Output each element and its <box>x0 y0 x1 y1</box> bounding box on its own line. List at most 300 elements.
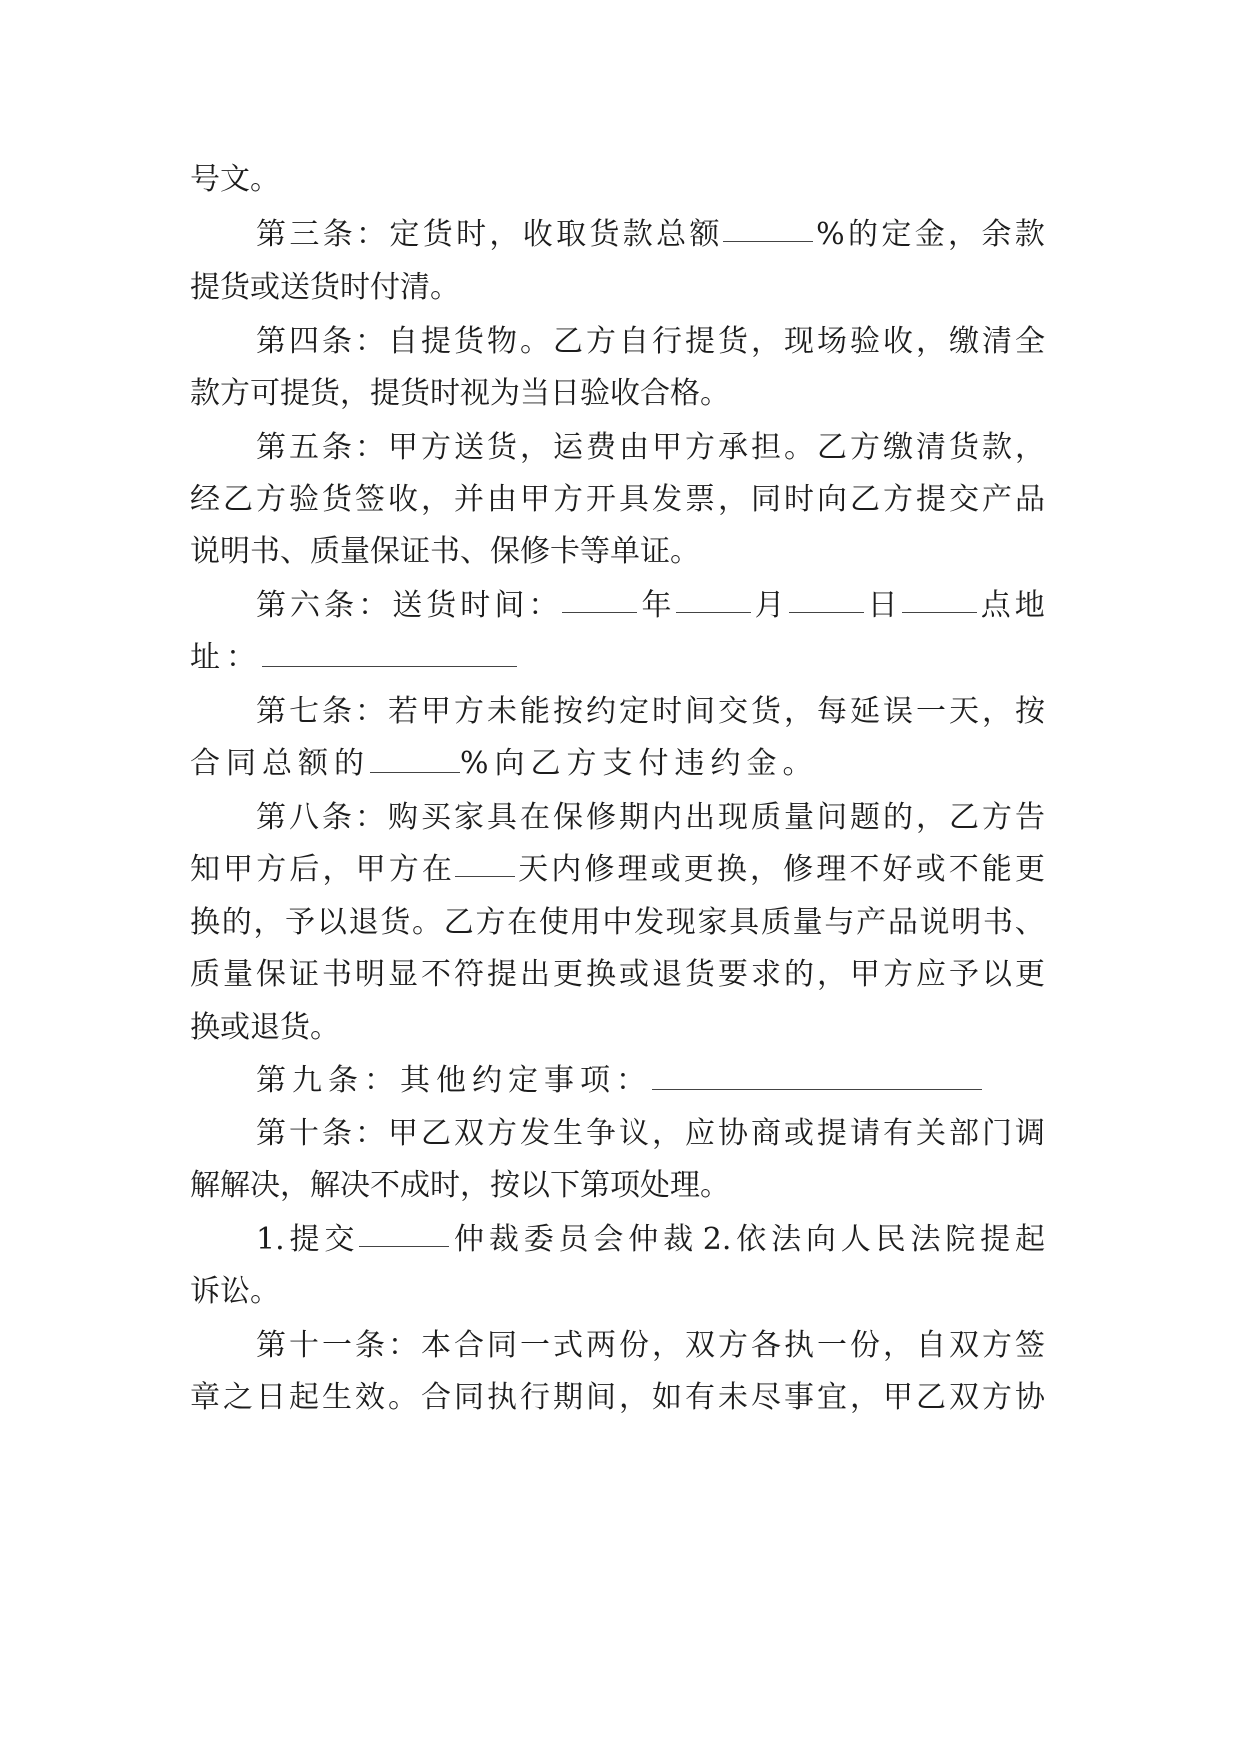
text-char: 定 <box>389 217 420 252</box>
text-char: 场 <box>817 324 847 359</box>
text-char: 发 <box>520 1116 550 1151</box>
text-char: 向 <box>494 746 531 781</box>
text-char: 告 <box>1015 800 1045 835</box>
text-char: 乙 <box>223 482 253 517</box>
text-char: 签 <box>1015 1328 1045 1363</box>
text-char: 甲 <box>355 852 386 887</box>
text-char: 效 <box>355 1380 385 1415</box>
text-char: 具 <box>487 800 517 835</box>
text-char: 、 <box>1014 905 1045 940</box>
text-char: 仲 <box>628 1222 659 1257</box>
text-char: 修 <box>783 852 814 887</box>
text-char: 行 <box>520 1380 550 1415</box>
text-char: 或 <box>619 957 649 992</box>
text-char: 款 <box>982 430 1012 465</box>
text-char: 宜 <box>817 1380 847 1415</box>
text-char: 第 <box>256 694 286 729</box>
text-char: 显 <box>388 957 418 992</box>
text-char: 在 <box>421 852 452 887</box>
text-char: 人 <box>840 1222 871 1257</box>
text-char: 品 <box>887 905 918 940</box>
text-char: 求 <box>751 957 781 992</box>
text-char: 提 <box>289 1222 320 1257</box>
text-char: ， <box>421 482 451 517</box>
text-char: 要 <box>718 957 748 992</box>
blank-field <box>455 850 515 877</box>
text-char: 三 <box>289 217 320 252</box>
text-char: 款 <box>622 217 653 252</box>
text-char: 方 <box>850 430 880 465</box>
text-char: 违 <box>674 746 711 781</box>
text-char: 约 <box>710 746 747 781</box>
text-char: 提 <box>421 324 451 359</box>
text-char: 量 <box>792 905 823 940</box>
text-char: 送 <box>454 430 484 465</box>
text-char: 一 <box>520 1328 550 1363</box>
text-char: 向 <box>817 482 847 517</box>
text-char: ： <box>616 1063 652 1098</box>
text-char: 在 <box>520 800 550 835</box>
text-char: 十 <box>289 1116 319 1151</box>
text-char: 裁 <box>488 1222 519 1257</box>
text-char: ， <box>916 324 946 359</box>
text-char: 知 <box>190 852 220 887</box>
text-char: 提 <box>685 324 715 359</box>
text-char: 行 <box>652 324 682 359</box>
blank-field <box>676 586 751 613</box>
text-char: 九 <box>292 1063 328 1098</box>
text-char: 自 <box>916 1328 946 1363</box>
text-char: 四 <box>289 324 319 359</box>
text-char: ， <box>1015 430 1045 465</box>
text-char: 予 <box>285 905 316 940</box>
text-char: 理 <box>816 852 847 887</box>
text-char: 方 <box>421 430 451 465</box>
text-char: 交 <box>324 1222 355 1257</box>
text-line <box>256 586 1045 626</box>
text-char: 退 <box>652 957 682 992</box>
text-char: 有 <box>685 1380 715 1415</box>
text-char: 更 <box>1015 852 1045 887</box>
text-char: 方 <box>388 852 419 887</box>
text-line <box>256 1220 1045 1260</box>
text-char: 后 <box>289 852 320 887</box>
text-char: 时 <box>652 694 682 729</box>
text-char: 货 <box>422 217 453 252</box>
text-char: 货 <box>426 588 457 623</box>
text-char: 退 <box>348 905 379 940</box>
text-char: 一 <box>916 694 946 729</box>
text-char: 甲 <box>883 1380 913 1415</box>
text-char: 方 <box>475 905 506 940</box>
text-char: 问 <box>817 800 847 835</box>
text-char: 条 <box>322 430 352 465</box>
text-char: ， <box>948 217 979 252</box>
text-char: 担 <box>751 430 781 465</box>
text-char: 证 <box>289 957 319 992</box>
text-char: 与 <box>824 905 855 940</box>
text-char: ， <box>520 430 550 465</box>
text-char: 购 <box>388 800 418 835</box>
text-char: ， <box>883 1328 913 1363</box>
text-char: 家 <box>454 800 484 835</box>
text-char: % <box>816 217 845 252</box>
text-char: 出 <box>685 800 715 835</box>
text-char: 同 <box>226 746 262 781</box>
text-char: 第 <box>256 1063 292 1098</box>
text-char: 尽 <box>751 1380 781 1415</box>
text-char: 争 <box>586 1116 616 1151</box>
text-char: 份 <box>850 1328 880 1363</box>
text-char: 条 <box>324 588 355 623</box>
text-char: 理 <box>617 852 648 887</box>
text-char: 予 <box>949 957 979 992</box>
text-char: ， <box>652 1328 682 1363</box>
text-char: 。 <box>782 746 819 781</box>
text-char: 各 <box>751 1328 781 1363</box>
text-char: 事 <box>544 1063 580 1098</box>
text-char: 量 <box>784 800 814 835</box>
text-char: 商 <box>751 1116 781 1151</box>
text-char: 乙 <box>817 430 847 465</box>
text-char: 条 <box>322 324 352 359</box>
text-char: 现 <box>718 800 748 835</box>
text-char: 八 <box>289 800 319 835</box>
text-line: 换或退货。 <box>190 1010 340 1045</box>
text-char: 。 <box>412 905 443 940</box>
text-char: 址 <box>190 640 226 675</box>
text-char: 额 <box>298 746 334 781</box>
text-char: 提 <box>487 957 517 992</box>
text-char: 验 <box>850 324 880 359</box>
text-char: 付 <box>638 746 675 781</box>
text-char: 条 <box>328 1063 364 1098</box>
text-char: 约 <box>586 694 616 729</box>
text-char: 同 <box>751 482 781 517</box>
text-char: 货 <box>487 430 517 465</box>
text-char: 十 <box>289 1328 319 1363</box>
text-line <box>190 1378 1045 1418</box>
text-char: 具 <box>729 905 760 940</box>
text-char: 式 <box>553 1328 583 1363</box>
text-char: 法 <box>771 1222 802 1257</box>
text-char: 乙 <box>421 1116 451 1151</box>
text-char: 门 <box>982 1116 1012 1151</box>
text-char: 会 <box>593 1222 624 1257</box>
text-char: 第 <box>256 430 286 465</box>
text-char: 起 <box>289 1380 319 1415</box>
text-char: 院 <box>945 1222 976 1257</box>
text-char: ： <box>355 324 385 359</box>
text-char: 第 <box>256 217 286 252</box>
text-char: 金 <box>914 217 945 252</box>
text-char: 货 <box>718 324 748 359</box>
text-line <box>256 1061 982 1101</box>
text-char: 。 <box>388 1380 418 1415</box>
text-line <box>256 1114 1045 1154</box>
text-char: ， <box>850 1380 880 1415</box>
text-char: 间 <box>586 1380 616 1415</box>
text-char: 中 <box>602 905 633 940</box>
text-char: 方 <box>883 482 913 517</box>
text-char: 物 <box>487 324 517 359</box>
text-char: 约 <box>472 1063 508 1098</box>
text-char: 天 <box>518 852 549 887</box>
text-char: 缴 <box>883 430 913 465</box>
text-char: 定 <box>619 694 649 729</box>
text-char: 应 <box>685 1116 715 1151</box>
text-char: 日 <box>867 588 898 623</box>
text-char: 乙 <box>916 1380 946 1415</box>
text-char: 验 <box>289 482 319 517</box>
text-char: 七 <box>289 694 319 729</box>
text-char: 现 <box>665 905 696 940</box>
text-char: 好 <box>882 852 913 887</box>
text-char: 第 <box>256 1328 286 1363</box>
text-char: 期 <box>553 1380 583 1415</box>
text-char: 条 <box>355 1328 385 1363</box>
text-char: 方 <box>256 482 286 517</box>
text-char: 乙 <box>553 324 583 359</box>
text-char: 裁 <box>663 1222 694 1257</box>
text-char: 未 <box>718 1380 748 1415</box>
text-char: ： <box>364 1063 400 1098</box>
text-char: 提 <box>916 482 946 517</box>
text-char: 在 <box>507 905 538 940</box>
text-line <box>256 215 1045 255</box>
text-char: 货 <box>454 324 484 359</box>
blank-field <box>723 215 813 242</box>
text-char: 货 <box>589 217 620 252</box>
text-char: 条 <box>322 694 352 729</box>
text-char: 的 <box>784 957 814 992</box>
text-char: 第 <box>256 1116 286 1151</box>
text-char: 费 <box>586 430 616 465</box>
text-char: 额 <box>689 217 720 252</box>
text-char: 缴 <box>949 324 979 359</box>
text-char: 内 <box>652 800 682 835</box>
text-char: 由 <box>487 482 517 517</box>
text-char: ： <box>528 588 559 623</box>
text-char: 本 <box>421 1328 451 1363</box>
text-line <box>190 850 1045 890</box>
text-char: 自 <box>619 324 649 359</box>
text-char: 时 <box>784 482 814 517</box>
text-char: 之 <box>223 1380 253 1415</box>
text-char: 并 <box>454 482 484 517</box>
text-char: 质 <box>760 905 791 940</box>
text-char: 货 <box>751 694 781 729</box>
text-char: ， <box>322 852 353 887</box>
text-line <box>190 638 517 678</box>
text-char: 乙 <box>530 746 567 781</box>
text-char: 甲 <box>388 1116 418 1151</box>
text-char: 甲 <box>652 430 682 465</box>
text-char: 定 <box>881 217 912 252</box>
text-line <box>190 480 1045 520</box>
text-char: 交 <box>949 482 979 517</box>
text-char: 送 <box>392 588 423 623</box>
text-char: 能 <box>520 694 550 729</box>
text-char: 书 <box>982 905 1013 940</box>
text-char: 甲 <box>388 430 418 465</box>
text-char: 发 <box>634 905 665 940</box>
text-char: 经 <box>190 482 220 517</box>
text-char: ， <box>619 1380 649 1415</box>
text-char: 条 <box>322 1116 352 1151</box>
text-char: 生 <box>553 1116 583 1151</box>
text-char: 方 <box>454 694 484 729</box>
text-char: 票 <box>685 482 715 517</box>
text-char: 明 <box>951 905 982 940</box>
text-char: 量 <box>223 957 253 992</box>
text-line <box>256 692 1045 732</box>
text-char: ： <box>226 640 262 675</box>
text-char: 生 <box>322 1380 352 1415</box>
text-char: 时 <box>460 588 491 623</box>
text-char: 方 <box>718 1328 748 1363</box>
text-char: 双 <box>949 1328 979 1363</box>
text-char: 金 <box>746 746 783 781</box>
text-char: 事 <box>784 1380 814 1415</box>
text-char: 方 <box>685 430 715 465</box>
text-char: ： <box>355 694 385 729</box>
text-char: 承 <box>718 430 748 465</box>
text-char: 修 <box>586 800 616 835</box>
text-char: ， <box>489 217 520 252</box>
text-char: 民 <box>875 1222 906 1257</box>
text-char: 一 <box>322 1328 352 1363</box>
text-char: 期 <box>619 800 649 835</box>
blank-field <box>370 746 460 773</box>
text-char: 项 <box>580 1063 616 1098</box>
text-char: 误 <box>883 694 913 729</box>
text-char: 修 <box>584 852 615 887</box>
text-char: 发 <box>652 482 682 517</box>
text-char: 有 <box>883 1116 913 1151</box>
text-char: 乙 <box>949 800 979 835</box>
blank-field <box>359 1220 449 1247</box>
text-line <box>190 903 1045 943</box>
text-char: 换 <box>586 957 616 992</box>
text-char: 总 <box>656 217 687 252</box>
text-char: ， <box>916 800 946 835</box>
text-char: ， <box>718 482 748 517</box>
text-line <box>190 955 1045 995</box>
text-char: 他 <box>436 1063 472 1098</box>
text-char: 按 <box>553 694 583 729</box>
blank-field <box>262 640 517 667</box>
text-char: 未 <box>487 694 517 729</box>
text-char: 甲 <box>421 694 451 729</box>
text-char: ， <box>253 905 284 940</box>
text-char: 向 <box>805 1222 836 1257</box>
text-line <box>256 1326 1045 1366</box>
text-char: 执 <box>487 1380 517 1415</box>
text-line: 诉讼。 <box>190 1274 280 1309</box>
text-char: 间 <box>494 588 525 623</box>
text-char: ， <box>751 324 781 359</box>
text-char: 以 <box>982 957 1012 992</box>
text-char: 方 <box>553 482 583 517</box>
text-char: 间 <box>685 694 715 729</box>
text-char: 若 <box>388 694 418 729</box>
text-line: 号文。 <box>190 162 280 197</box>
text-char: 方 <box>487 1116 517 1151</box>
text-char: ， <box>982 694 1012 729</box>
text-line: 说明书、质量保证书、保修卡等单证。 <box>190 534 700 569</box>
text-char: 第 <box>256 324 286 359</box>
text-char: 出 <box>520 957 550 992</box>
text-char: 五 <box>289 430 319 465</box>
text-char: ： <box>355 800 385 835</box>
text-char: 方 <box>586 324 616 359</box>
text-char: 运 <box>553 430 583 465</box>
text-char: 更 <box>553 957 583 992</box>
text-char: 说 <box>919 905 950 940</box>
text-char: ， <box>784 694 814 729</box>
text-line <box>256 322 1045 362</box>
text-char: 产 <box>982 482 1012 517</box>
text-char: 提 <box>817 1116 847 1151</box>
text-char: 时 <box>456 217 487 252</box>
text-char: 其 <box>400 1063 436 1098</box>
text-char: 如 <box>652 1380 682 1415</box>
text-char: ， <box>817 957 847 992</box>
text-char: 地 <box>1014 588 1045 623</box>
text-char: 协 <box>1015 1380 1045 1415</box>
text-char: 定 <box>508 1063 544 1098</box>
text-char: 部 <box>949 1116 979 1151</box>
text-char: ： <box>356 217 387 252</box>
text-char: 。 <box>784 430 814 465</box>
text-char: ： <box>355 1116 385 1151</box>
text-line <box>190 744 819 784</box>
text-char: 延 <box>850 694 880 729</box>
text-char: 请 <box>850 1116 880 1151</box>
text-line: 提货或送货时付清。 <box>190 270 460 305</box>
text-char: 清 <box>982 324 1012 359</box>
text-char: 不 <box>849 852 880 887</box>
text-char: 收 <box>522 217 553 252</box>
text-char: 同 <box>454 1380 484 1415</box>
text-char: 调 <box>1015 1116 1045 1151</box>
text-char: 由 <box>619 430 649 465</box>
text-char: 的 <box>334 746 370 781</box>
text-char: 更 <box>1015 957 1045 992</box>
text-char: 方 <box>982 800 1012 835</box>
text-char: 方 <box>883 957 913 992</box>
text-char: 执 <box>784 1328 814 1363</box>
blank-field <box>902 586 977 613</box>
text-char: 题 <box>850 800 880 835</box>
text-char: 仲 <box>454 1222 484 1257</box>
text-char: 或 <box>915 852 946 887</box>
text-char: 换 <box>716 852 747 887</box>
text-char: 两 <box>586 1328 616 1363</box>
text-char: 委 <box>523 1222 554 1257</box>
text-char: 或 <box>650 852 681 887</box>
text-char: 第 <box>256 800 286 835</box>
text-char: 依 <box>736 1222 767 1257</box>
text-char: 2. <box>702 1222 732 1257</box>
text-char: 双 <box>685 1328 715 1363</box>
text-char: 一 <box>817 1328 847 1363</box>
text-char: 第 <box>256 588 286 623</box>
text-char: 书 <box>322 957 352 992</box>
text-char: 方 <box>566 746 603 781</box>
text-char: 1. <box>256 1222 285 1257</box>
